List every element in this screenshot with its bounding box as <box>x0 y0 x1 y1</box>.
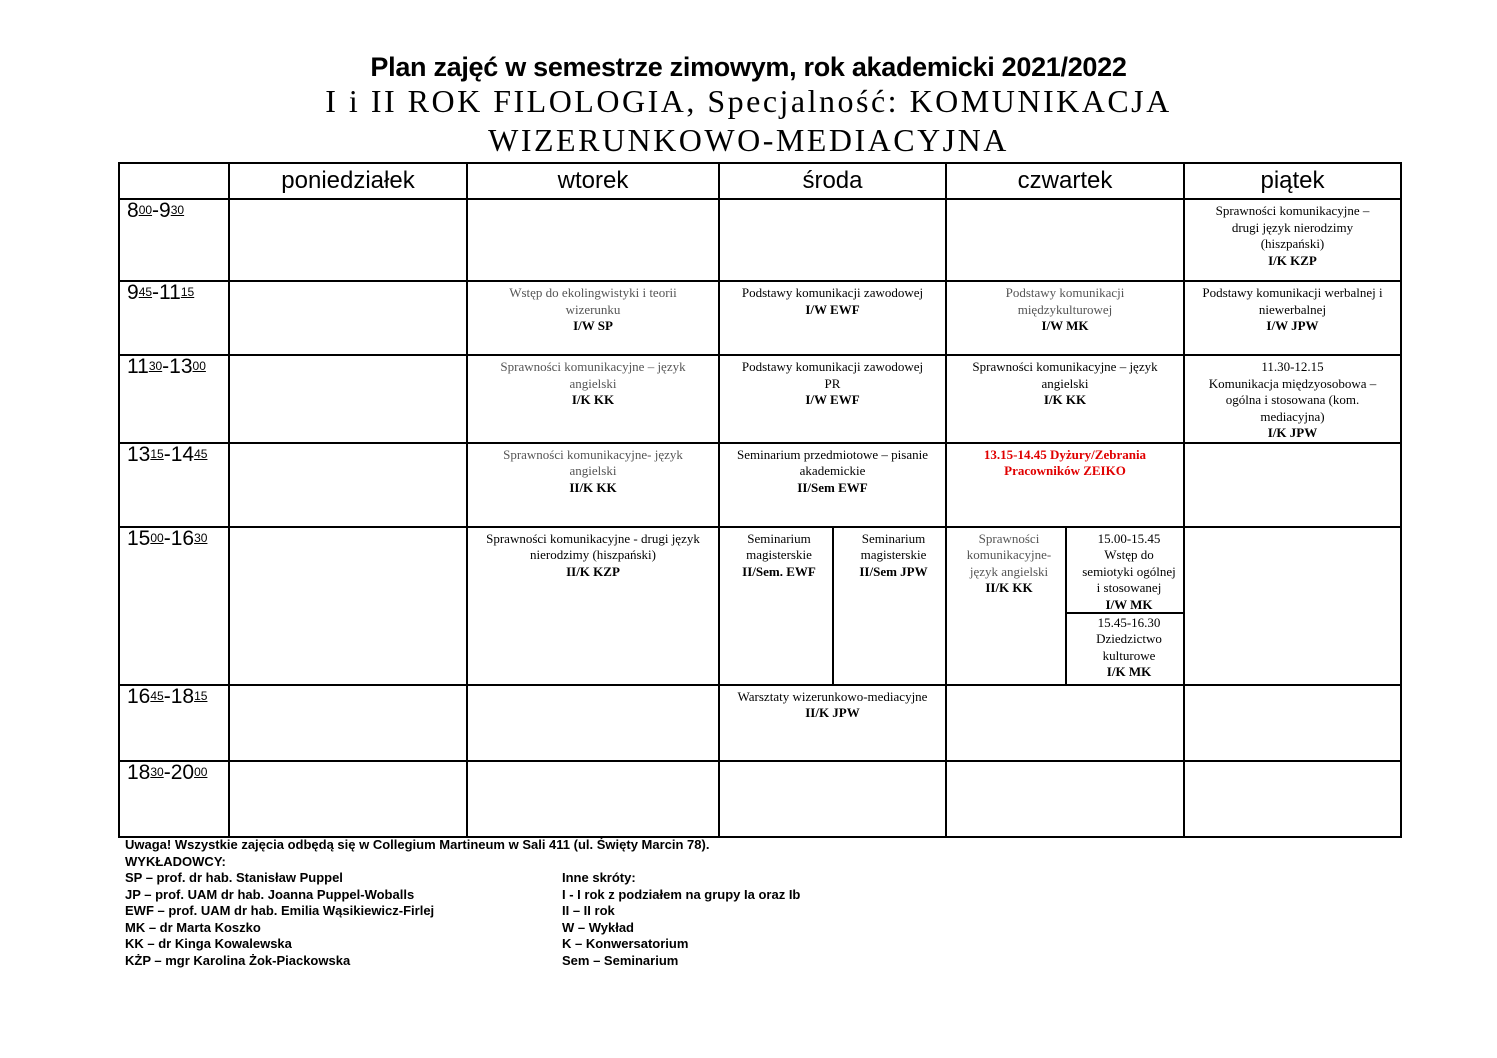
abbr-title: Inne skróty: <box>562 870 636 885</box>
slot-fri-7 <box>1184 761 1401 837</box>
abbr-item: Sem – Seminarium <box>562 952 679 968</box>
table-row <box>119 685 1401 761</box>
day-friday: piątek <box>1184 163 1401 199</box>
abbr-item: I - I rok z podziałem na grupy Ia oraz Ib <box>562 886 801 902</box>
slot-fri-6 <box>1184 685 1401 761</box>
table-row <box>119 355 1401 443</box>
corner-cell <box>119 163 229 199</box>
lecturers-title: WYKŁADOWCY: <box>125 853 226 869</box>
slot-tue-2: Wstęp do ekolingwistyki i teorii wizerunku I/W SP <box>467 281 719 355</box>
day-tuesday: wtorek <box>467 163 719 199</box>
slot-thu-5-b1: 15.00-15.45 Wstęp do semiotyki ogólnej i stosowanej I/W MK <box>1082 530 1176 612</box>
slot-mon-4 <box>229 443 467 527</box>
table-row <box>119 527 1401 685</box>
time-slot: $13^{15}-14^{45}$ <box>119 443 229 527</box>
lecturer-item: JP – prof. UAM dr hab. Joanna Puppel-Woballs <box>125 886 415 902</box>
time-slot: $8^{00}-9^{30}$ <box>119 199 229 281</box>
schedule-table <box>118 162 1402 838</box>
page-subtitle-line1: I i II ROK FILOLOGIA, Specjalność: KOMUNIKACJA <box>325 83 1172 119</box>
slot-mon-5 <box>229 527 467 685</box>
slot-wed-7 <box>719 761 946 837</box>
slot-thu-3: Sprawności komunikacyjne – język angielski I/K KK <box>946 355 1184 443</box>
slot-thu-4: 13.15-14.45 Dyżury/Zebrania Pracowników ZEIKO <box>946 443 1184 527</box>
header-row <box>119 163 1401 199</box>
slot-tue-6 <box>467 685 719 761</box>
slot-wed-3: Podstawy komunikacji zawodowej PR I/W EWF <box>719 355 946 443</box>
slot-mon-7 <box>229 761 467 837</box>
page-title: Plan zajęć w semestrze zimowym, rok akademicki 2021/2022 <box>370 52 1127 82</box>
time-slot: $11^{30}-13^{00}$ <box>119 355 229 443</box>
day-thursday: czwartek <box>946 163 1184 199</box>
notes-right <box>562 870 800 969</box>
slot-mon-2 <box>229 281 467 355</box>
table-row <box>119 443 1401 527</box>
slot-wed-5-b: Seminarium magisterskie II/Sem JPW <box>859 530 928 579</box>
note-location: Uwaga! Wszystkie zajęcia odbędą się w Collegium Martineum w Sali 411 (ul. Święty Marcin 78). <box>125 837 710 852</box>
slot-mon-1 <box>229 199 467 281</box>
slot-wed-5 <box>719 527 946 685</box>
page-subtitle-line2: WIZERUNKOWO-MEDIACYJNA <box>488 122 1009 158</box>
slot-wed-4: Seminarium przedmiotowe – pisanie akademickie II/Sem EWF <box>719 443 946 527</box>
lecturer-item: KK – dr Kinga Kowalewska <box>125 936 292 951</box>
time-slot: $15^{00}-16^{30}$ <box>119 527 229 685</box>
slot-thu-5-a: Sprawności komunikacyjne- język angielski II/K KK <box>966 530 1052 595</box>
slot-fri-2: Podstawy komunikacji werbalnej i niewerbalnej I/W JPW <box>1184 281 1401 355</box>
slot-fri-5 <box>1184 527 1401 685</box>
day-wednesday: środa <box>719 163 946 199</box>
slot-mon-6 <box>229 685 467 761</box>
time-slot: $9^{45}-11^{15}$ <box>119 281 229 355</box>
slot-wed-1 <box>719 199 946 281</box>
slot-fri-1: Sprawności komunikacyjne – drugi język nierodzimy (hiszpański) I/K KZP <box>1184 199 1401 281</box>
table-row <box>119 761 1401 837</box>
time-slot: $16^{45}-18^{15}$ <box>119 685 229 761</box>
slot-wed-6: Warsztaty wizerunkowo-mediacyjne II/K JPW <box>719 685 946 761</box>
slot-thu-1 <box>946 199 1184 281</box>
lecturer-item: EWF – prof. UAM dr hab. Emilia Wąsikiewicz-Firlej <box>125 903 435 918</box>
slot-tue-5: Sprawności komunikacyjne - drugi język nierodzimy (hiszpański) II/K KZP <box>467 527 719 685</box>
slot-thu-5 <box>946 527 1184 685</box>
slot-thu-2: Podstawy komunikacji międzykulturowej I/W MK <box>946 281 1184 355</box>
slot-thu-5-b2: 15.45-16.30 Dziedzictwo kulturowe I/K MK <box>1096 614 1162 679</box>
slot-tue-7 <box>467 761 719 837</box>
slot-tue-1 <box>467 199 719 281</box>
lecturer-item: KŻP – mgr Karolina Żok-Piackowska <box>125 952 351 968</box>
day-monday: poniedziałek <box>229 163 467 199</box>
slot-tue-3: Sprawności komunikacyjne – język angielski I/K KK <box>467 355 719 443</box>
slot-wed-5-a: Seminarium magisterskie II/Sem. EWF <box>742 530 816 579</box>
slot-tue-4: Sprawności komunikacyjne- język angielski II/K KK <box>467 443 719 527</box>
slot-wed-2: Podstawy komunikacji zawodowej I/W EWF <box>719 281 946 355</box>
slot-fri-4 <box>1184 443 1401 527</box>
abbr-item: II – II rok <box>562 903 615 918</box>
abbr-item: K – Konwersatorium <box>562 936 689 951</box>
slot-thu-6 <box>946 685 1184 761</box>
lecturer-item: MK – dr Marta Koszko <box>125 919 261 935</box>
slot-fri-3: 11.30-12.15 Komunikacja międzyosobowa – ogólna i stosowana (kom. mediacyjna) I/K JPW <box>1184 355 1401 443</box>
table-row <box>119 199 1401 281</box>
slot-mon-3 <box>229 355 467 443</box>
slot-thu-7 <box>946 761 1184 837</box>
lecturer-item: SP – prof. dr hab. Stanisław Puppel <box>125 870 343 885</box>
table-row <box>119 281 1401 355</box>
time-slot: $18^{30}-20^{00}$ <box>119 761 229 837</box>
abbr-item: W – Wykład <box>562 919 635 935</box>
